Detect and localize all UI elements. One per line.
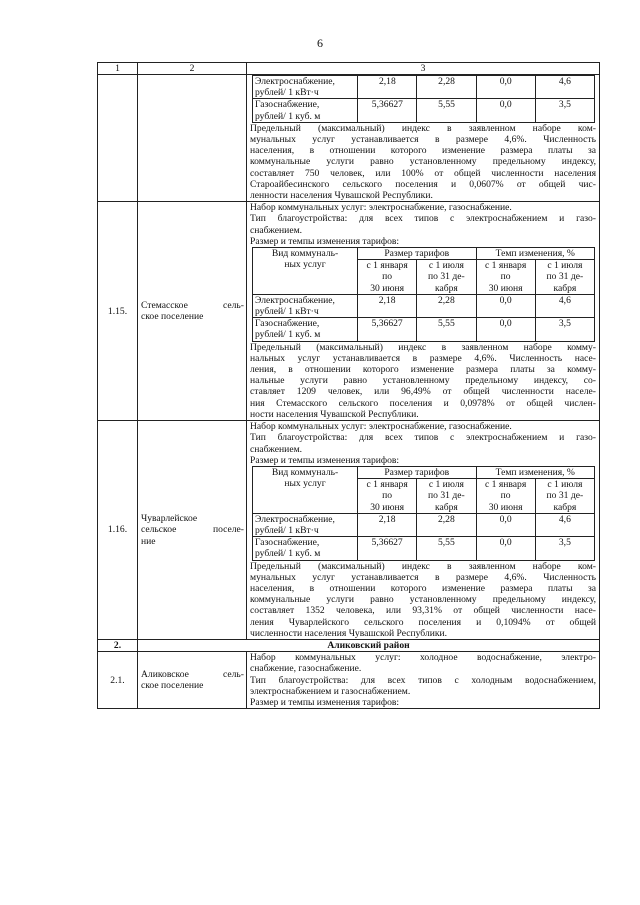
service-name: Электроснабжение, рублей/ 1 кВт·ч	[253, 294, 358, 317]
main-table	[97, 62, 600, 709]
value-jul: 2,28	[417, 76, 476, 99]
period-jul: с 1 июля по 31 де- кабря	[535, 479, 594, 514]
row-number: 2.1.	[98, 652, 138, 709]
col-service-type: Вид коммуналь- ных услуг	[253, 466, 358, 513]
service-name: Газоснабжение, рублей/ 1 куб. м	[253, 99, 358, 122]
tariff-table	[252, 75, 595, 123]
value-jul: 5,55	[417, 537, 476, 560]
col-header-3: 3	[247, 63, 600, 75]
value-jan: 5,36627	[358, 99, 417, 122]
limit-index-text: Предельный (максимальный) индекс в заявленном наборе ком- мунальных услуг устанавливается в размере 4,6%. Численность населения, в отношении которого изменение размера платы за коммунальные услуги равно установленному предельному индексу, составляет 750 человек, или 100% от общей численности населения Староайбесинского сельского поселения и 0,0607% от общей чис- ленности населения Чувашской Республики.	[250, 122, 596, 202]
page-number: 6	[317, 36, 323, 50]
period-jan: с 1 января по 30 июня	[358, 479, 417, 514]
rate-2: 4,6	[535, 76, 594, 99]
period-jul: с 1 июля по 31 де- кабря	[417, 479, 476, 514]
rate-2: 3,5	[535, 99, 594, 122]
value-jan: 2,18	[358, 76, 417, 99]
rate-2: 4,6	[535, 513, 594, 536]
col-service-type: Вид коммуналь- ных услуг	[253, 248, 358, 295]
row-number: 1.16.	[98, 421, 138, 640]
settlement-name: Чуварлейское сельское поселе- ние	[138, 421, 247, 640]
row-number-cell	[98, 75, 138, 202]
rate-2: 3,5	[535, 537, 594, 560]
row-1-16	[98, 421, 600, 640]
row-2-1	[98, 652, 600, 709]
service-set: Набор коммунальных услуг: холодное водоснабжение, электро- снабжение, газоснабжение.	[250, 652, 596, 675]
row-number: 1.15.	[98, 202, 138, 421]
improvement-type: Тип благоустройства: для всех типов с электроснабжением и газо- снабжением.	[250, 432, 596, 455]
tariff-row-gas	[253, 99, 595, 122]
period-jul: с 1 июля по 31 де- кабря	[535, 260, 594, 295]
period-jul: с 1 июля по 31 де- кабря	[417, 260, 476, 295]
service-name: Газоснабжение, рублей/ 1 куб. м	[253, 537, 358, 560]
value-jan: 2,18	[358, 513, 417, 536]
service-name: Газоснабжение, рублей/ 1 куб. м	[253, 318, 358, 341]
col-rate-change: Темп изменения, %	[476, 466, 595, 478]
col-header-2: 2	[138, 63, 247, 75]
limit-index-text: Предельный (максимальный) индекс в заявленном наборе ком- мунальных услуг устанавливается в размере 4,6%. Численность населения, в отношении которого изменение размера платы за коммунальные услуги равно установленному предельному индексу, составляет 1352 человека, или 93,31% от общей численности насе- ления Чуварлейского сельского поселения и 0,1094% от общей численности населения Чувашской Республики.	[250, 560, 596, 639]
district-row	[98, 639, 600, 651]
district-name: Аликовский район	[138, 639, 600, 651]
column-header-row	[98, 63, 600, 75]
service-name: Электроснабжение, рублей/ 1 кВт·ч	[253, 513, 358, 536]
improvement-type: Тип благоустройства: для всех типов с электроснабжением и газо- снабжением.	[250, 213, 596, 236]
rate-1: 0,0	[476, 513, 535, 536]
service-set: Набор коммунальных услуг: электроснабжение, газоснабжение.	[250, 202, 512, 214]
col-header-1: 1	[98, 63, 138, 75]
settlement-name: Аликовское сель- ское поселение	[138, 652, 247, 709]
row-name-cell	[138, 75, 247, 202]
row-content-cell	[247, 652, 600, 709]
rate-1: 0,0	[476, 318, 535, 341]
value-jan: 5,36627	[358, 318, 417, 341]
col-tariff-size: Размер тарифов	[358, 466, 477, 478]
rate-2: 4,6	[535, 294, 594, 317]
settlement-name: Стемасское сель- ское поселение	[138, 202, 247, 421]
tariff-header-row	[253, 248, 595, 260]
value-jul: 2,28	[417, 513, 476, 536]
service-set: Набор коммунальных услуг: электроснабжение, газоснабжение.	[250, 421, 512, 433]
value-jan: 2,18	[358, 294, 417, 317]
row-continued	[98, 75, 600, 202]
limit-index-text: Предельный (максимальный) индекс в заявленном наборе комму- нальных услуг устанавливается в размере 4,6%. Численность насе- ления, в отношении которого изменение размера платы за комму- нальные услуги равно установленному предельному индексу, со- ставляет 1209 человек, или 96,49% от общей численности населе- ния Стемасского сельского поселения и 0,0978% от общей числен- ности населения Чувашской Республики.	[250, 341, 596, 420]
period-jan: с 1 января по 30 июня	[358, 260, 417, 295]
sizes-label: Размер и темпы изменения тарифов:	[250, 696, 400, 708]
tariff-row-gas	[253, 318, 595, 341]
row-content-cell	[247, 75, 600, 202]
rate-1: 0,0	[476, 76, 535, 99]
period-jan: с 1 января по 30 июня	[476, 479, 535, 514]
rate-2: 3,5	[535, 318, 594, 341]
rate-1: 0,0	[476, 99, 535, 122]
sizes-label: Размер и темпы изменения тарифов:	[250, 235, 400, 247]
value-jul: 5,55	[417, 318, 476, 341]
service-name: Электроснабжение, рублей/ 1 кВт·ч	[253, 76, 358, 99]
district-number: 2.	[98, 639, 138, 651]
tariff-header-row	[253, 466, 595, 478]
tariff-table	[252, 466, 595, 561]
value-jul: 5,55	[417, 99, 476, 122]
row-1-15	[98, 202, 600, 421]
value-jul: 2,28	[417, 294, 476, 317]
col-rate-change: Темп изменения, %	[476, 248, 595, 260]
tariff-row-elec	[253, 513, 595, 536]
rate-1: 0,0	[476, 537, 535, 560]
tariff-row-gas	[253, 537, 595, 560]
value-jan: 5,36627	[358, 537, 417, 560]
col-tariff-size: Размер тарифов	[358, 248, 477, 260]
tariff-row-elec	[253, 76, 595, 99]
sizes-label: Размер и темпы изменения тарифов:	[250, 454, 400, 466]
improvement-type: Тип благоустройства: для всех типов с холодным водоснабжением, электроснабжением и газоснабжением.	[250, 674, 596, 697]
rate-1: 0,0	[476, 294, 535, 317]
period-jan: с 1 января по 30 июня	[476, 260, 535, 295]
tariff-row-elec	[253, 294, 595, 317]
tariff-table	[252, 247, 595, 342]
row-content-cell	[247, 421, 600, 640]
row-content-cell	[247, 202, 600, 421]
